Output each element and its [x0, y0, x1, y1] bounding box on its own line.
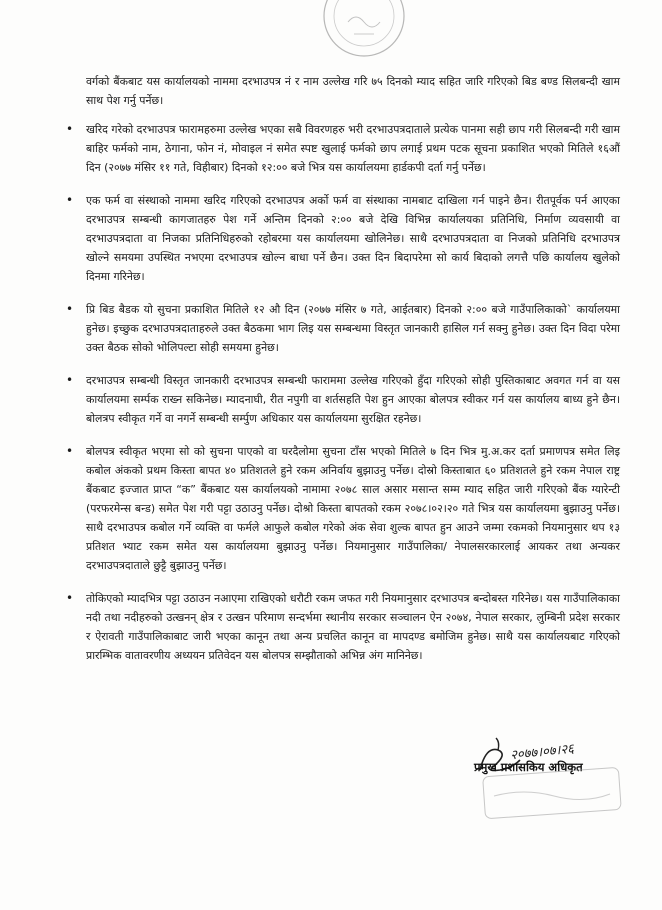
paragraph-text: प्रि बिड बैडक यो सुचना प्रकाशित मितिले १२ औ दिन (२०७७ मंसिर ७ गते, आईतबार) दिनको २:०० बजे गाउँपालिकाको` कार्यालयमा हुनेछ। इच्छुक दरभाउपत्रदाताहरुले उक्त बैठकमा भाग लिइ यस सम्बन्धमा विस्तृत जानकारी हासिल गर्न सक्नु हुनेछ। उक्त दिन विदा परेमा उक्त बैठक सोको भोलिपल्टा सोही समयमा हुनेछ।: [86, 303, 620, 354]
official-stamp-bottom: [478, 766, 628, 822]
bullet-icon: •: [66, 122, 74, 136]
circular-stamp-top: [318, 0, 410, 62]
paragraph-continuation: [60, 72, 620, 110]
bullet-paragraph-submission: [60, 120, 620, 177]
bullet-paragraph-forfeit: [60, 589, 620, 665]
signatory-title: प्रमुख प्रशासकिय अधिकृत: [474, 760, 583, 774]
bullet-paragraph-opening: [60, 191, 620, 286]
paragraph-text: एक फर्म वा संस्थाको नाममा खरिद गरिएको दरभाउपत्र अर्को फर्म वा संस्थाका नामबाट दाखिला गर्न पाइने छैन। रीतपूर्वक पर्न आएका दरभाउपत्र सम्बन्धी कागजातहरु पेश गर्ने अन्तिम दिनको २:०० बजे देखि विभिन्न कार्यालयका प्रतिनिधि, निर्माण व्यवसायी वा दरभाउपत्रदाता वा निजका प्रतिनिधिहरुको रहोबरमा यस कार्यालयमा खोलिनेछ। साथै दरभाउपत्रदाता वा निजको प्रतिनिधि दरभाउपत्र खोल्ने समयमा उपस्थित नभएमा दरभाउपत्र खोल्न बाधा पर्ने छैन। उक्त दिन बिदापरेमा सो कार्य बिदाको लगत्तै पछि कार्यालय खुलेको दिनमा गरिनेछ।: [86, 194, 620, 283]
paragraph-text: तोकिएको म्यादभित्र पट्टा उठाउन नआएमा राखिएको धरौटी रकम जफत गरी नियमानुसार दरभाउपत्र बन्दोबस्त गरिनेछ। यस गाउँपालिकाका नदी तथा नदीहरुको उत्खनन् क्षेत्र र उत्खन परिमाण सन्दर्भमा स्थानीय सरकार सञ्चालन ऐन २०७४, नेपाल सरकार, लुम्बिनी प्रदेश सरकार र ऐरावती गाउँपालिकाबाट जारी भएका कानून तथा अन्य प्रचलित कानून वा मापदण्ड बमोजिम हुनेछ। साथै यस कार्यालयबाट गरिएको प्रारम्भिक वातावरणीय अध्ययन प्रतिवेदन यस बोलपत्र सम्झौताको अभिन्न अंग मानिनेछ।: [86, 592, 620, 662]
signature-date: २०७७।०७।२६: [509, 741, 575, 764]
paragraph-text: दरभाउपत्र सम्बन्धी विस्तृत जानकारी दरभाउपत्र सम्बन्धी फाराममा उल्लेख गरिएको हुँदा गरिएको सोही पुस्तिकाबाट अवगत गर्न वा यस कार्यालयमा सर्म्पक राख्न सकिनेछ। म्यादनाघी, रीत नपुगी वा शर्तसहति पेश हुन आएका बोलपत्र स्वीकर गर्न यस कार्यालय बाध्य हुने छैन। बोलत्रप स्वीकृत गर्ने वा नगर्ने सम्बन्धी सर्म्पुण अधिकार यस कार्यालयमा सुरक्षित रहनेछ।: [86, 374, 620, 425]
bullet-paragraph-payment: [60, 442, 620, 575]
paragraph-text: बोलपत्र स्वीकृत भएमा सो को सुचना पाएको वा घरदैलोमा सुचना टाँस भएको मितिले ७ दिन भित्र मु.अ.कर दर्ता प्रमाणपत्र समेत लिइ कबोल अंकको प्रथम किस्ता बापत ४० प्रतिशतले हुने रकम अनिर्वाय बुझाउनु पर्नेछ। दोस्रो किस्ताबात ६० प्रतिशतले हुने रकम नेपाल राष्ट्र बैंकबाट इज्जात प्राप्त “क” बैंकबाट यस कार्यालयको नामामा २०७८ साल असार मसान्त सम्म म्याद सहित जारी गरिएको बैंक ग्यारेन्टी (परफरमेन्स बन्ड) समेत पेश गरी पट्टा उठाउनु पर्नेछ। दोश्रो किस्ता बापतको रकम २०७८।०२।२० गते भित्र यस कार्यालयमा बुझाउनु पर्नेछ। साथै दरभाउपत्र कबोल गर्ने व्यक्ति वा फर्मले आफुले कबोल गरेको अंक सेवा शुल्क बापत हुन आउने जम्मा रकमको नियमानुसार थप १३ प्रतिशत भ्याट रकम समेत यस कार्यालयमा बुझाउनु पर्नेछ। नियमानुसार गाउँपालिका/ नेपालसरकारलाई आयकर तथा अन्यकर दरभाउपत्रदाताले छुट्टै बुझाउनु पर्नेछ।: [86, 445, 620, 572]
bullet-icon: •: [66, 302, 74, 316]
bullet-icon: •: [66, 373, 74, 387]
bullet-paragraph-prebid: [60, 300, 620, 357]
paragraph-text: वर्गको बैंकबाट यस कार्यालयको नाममा दरभाउपत्र नं र नाम उल्लेख गरि ७५ दिनको म्याद सहित जारि गरिएको बिड बण्ड सिलबन्दी खाम साथ पेश गर्नु पर्नेछ।: [86, 75, 620, 107]
bullet-icon: •: [66, 193, 74, 207]
bullet-paragraph-details: [60, 371, 620, 428]
paragraph-text: खरिद गरेको दरभाउपत्र फारामहरुमा उल्लेख भएका सबै विवरणहरु भरी दरभाउपत्रदाताले प्रत्येक पानमा सही छाप गरी सिलबन्दी गरी खाम बाहिर फर्मको नाम, ठेगाना, फोन नं, मोवाइल नं समेत स्पष्ट खुलाई फर्मको छाप लगाई प्रथम पटक सूचना प्रकाशित भएको मितिले १६औं दिन (२०७७ मंसिर ११ गते, विहीबार) दिनको १२:०० बजे भित्र यस कार्यालयमा हार्डकपी दर्ता गर्नु पर्नेछ।: [86, 123, 620, 174]
notice-body: [60, 72, 620, 679]
bullet-icon: •: [66, 591, 74, 605]
bullet-icon: •: [66, 444, 74, 458]
